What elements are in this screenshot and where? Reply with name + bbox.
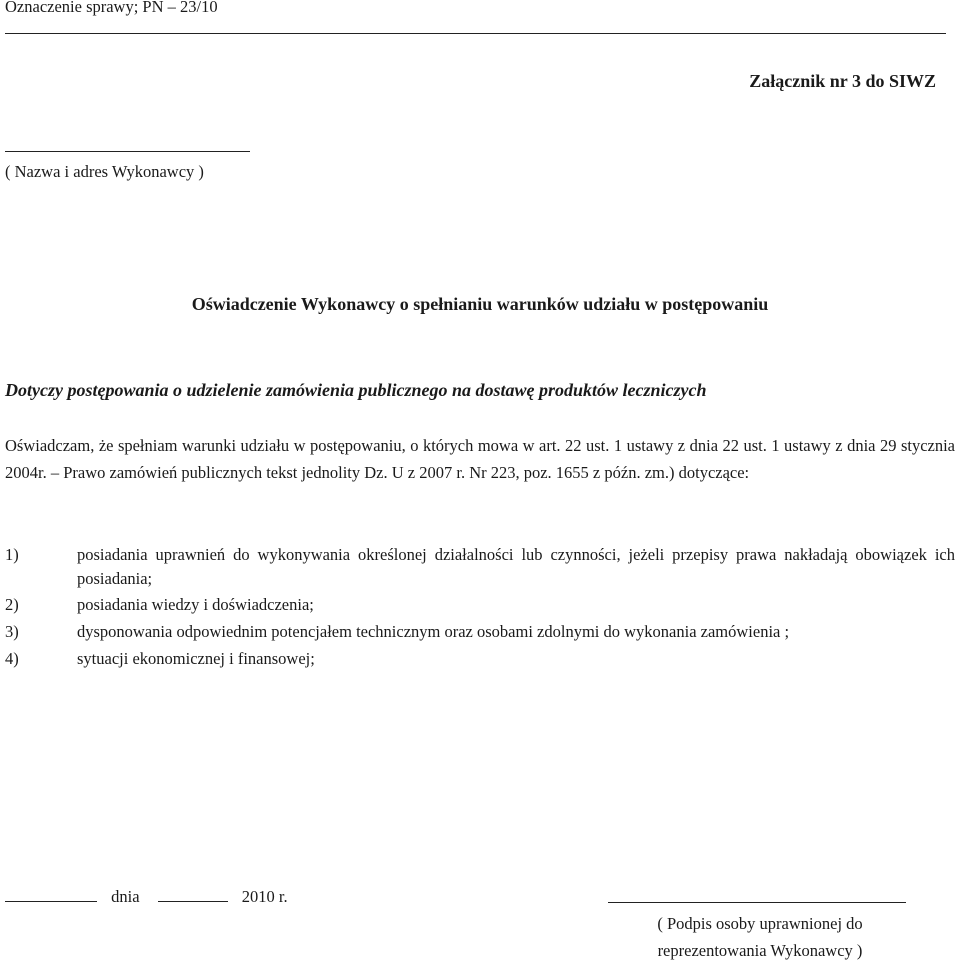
place-date-line (5, 885, 288, 907)
list-item (5, 620, 955, 644)
document-subject: Dotyczy postępowania o udzielenie zamówienia publicznego na dostawę produktów leczniczych (5, 380, 707, 400)
signature-label-line1: ( Podpis osoby uprawnionej do (657, 914, 863, 933)
annex-title: Załącznik nr 3 do SIWZ (749, 71, 936, 91)
document-title: Oświadczenie Wykonawcy o spełnianiu warunków udziału w postępowaniu (191, 294, 769, 314)
contractor-name-label: ( Nazwa i adres Wykonawcy ) (5, 162, 204, 181)
contractor-name-blank-line (5, 151, 250, 152)
list-item (5, 543, 955, 591)
declaration-paragraph: Oświadczam, że spełniam warunki udziału w postępowaniu, o których mowa w art. 22 ust. 1 ustawy z dnia 22 ust. 1 ustawy z dnia 29 stycznia 2004r. – Prawo zamówień publicznych tekst jednolity Dz. U z 2007 r. Nr 223, poz. 1655 z późn. zm.) dotyczące: (5, 436, 955, 482)
signature-label-line2: reprezentowania Wykonawcy ) (657, 941, 863, 960)
list-item-text: dysponowania odpowiednim potencjałem technicznym oraz osobami zdolnymi do wykonania zamówienia ; (77, 622, 790, 641)
list-item-number: 1) (5, 545, 19, 564)
list-item-text: posiadania uprawnień do wykonywania określonej działalności lub czynności, jeżeli przepisy prawa nakładają obowiązek ich posiadania; (77, 545, 955, 588)
list-item-text: posiadania wiedzy i doświadczenia; (77, 595, 314, 614)
list-item (5, 593, 955, 617)
signature-label (600, 910, 920, 964)
date-blank (158, 885, 228, 902)
list-item-text: sytuacji ekonomicznej i finansowej; (77, 649, 315, 668)
list-item-number: 4) (5, 649, 19, 668)
list-item (5, 647, 955, 671)
signature-blank-line (608, 902, 906, 903)
list-item-number: 3) (5, 622, 19, 641)
header-divider (5, 33, 946, 34)
case-reference: Oznaczenie sprawy; PN – 23/10 (5, 0, 218, 16)
place-blank (5, 885, 97, 902)
list-item-number: 2) (5, 595, 19, 614)
date-word: dnia (111, 887, 140, 906)
year-text: 2010 r. (241, 887, 288, 906)
